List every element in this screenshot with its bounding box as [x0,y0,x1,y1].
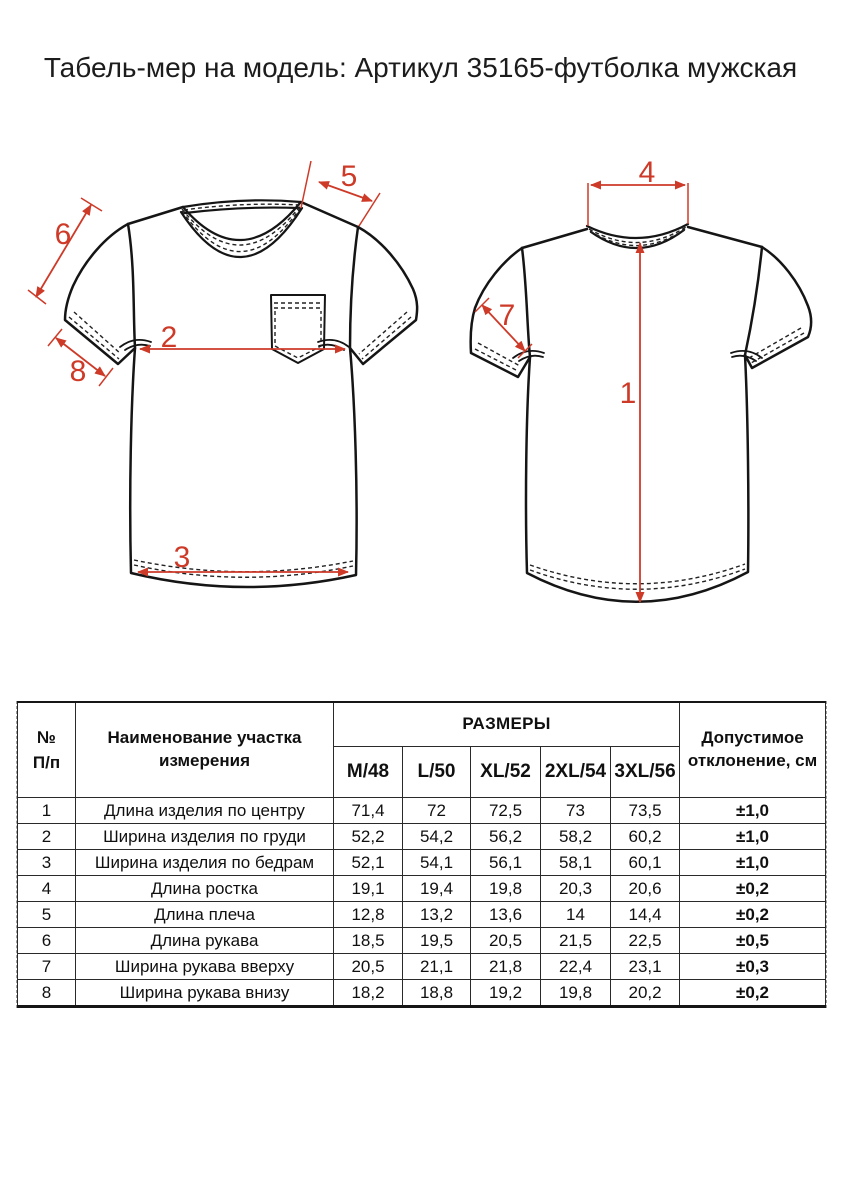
front-stitch-lines [69,204,411,577]
cell-size-value: 72 [403,798,471,824]
page-title: Табель-мер на модель: Артикул 35165-футболка мужская [43,52,798,83]
cell-size-value: 72,5 [471,798,541,824]
header-row-number [18,702,76,798]
dimension-label-2: 2 [160,321,178,354]
cell-size-value: 12,8 [334,902,403,928]
dimension-label-3: 3 [173,541,191,574]
cell-size-value: 54,1 [403,850,471,876]
cell-size-value: 20,5 [334,954,403,980]
cell-size-value: 19,2 [471,980,541,1007]
cell-row-number: 4 [18,876,76,902]
armpit-fold-marks [513,351,762,361]
cell-row-number: 8 [18,980,76,1007]
cell-size-value: 14 [541,902,611,928]
cell-size-value: 19,4 [403,876,471,902]
header-no-sign: № [37,727,56,747]
cell-size-value: 20,6 [611,876,680,902]
header-sizes: РАЗМЕРЫ [334,702,680,747]
tshirt-front-view-drawing [28,152,438,642]
cell-size-value: 22,5 [611,928,680,954]
cell-tolerance: ±0,2 [680,980,826,1007]
cell-size-value: 56,2 [471,824,541,850]
cell-size-value: 22,4 [541,954,611,980]
cell-size-value: 58,1 [541,850,611,876]
cell-size-value: 13,6 [471,902,541,928]
cell-size-value: 14,4 [611,902,680,928]
dimension-label-7: 7 [498,299,516,332]
cell-tolerance: ±0,2 [680,902,826,928]
cell-size-value: 52,1 [334,850,403,876]
cell-size-value: 19,5 [403,928,471,954]
cell-tolerance: ±0,3 [680,954,826,980]
cell-size-value: 56,1 [471,850,541,876]
chest-pocket [271,295,325,363]
cell-measure-name: Длина изделия по центру [76,798,334,824]
size-table-container [16,701,827,1008]
cell-size-value: 60,2 [611,824,680,850]
dimension-label-5: 5 [340,160,358,193]
table-row [18,928,826,954]
table-row [18,798,826,824]
header-tolerance: Допустимое отклонение, см [680,702,826,798]
cell-size-value: 21,1 [403,954,471,980]
cell-measure-name: Длина ростка [76,876,334,902]
cell-size-value: 21,5 [541,928,611,954]
cell-size-value: 20,2 [611,980,680,1007]
dimension-label-6: 6 [54,218,72,251]
front-dimension-labels [55,160,358,574]
table-row [18,954,826,980]
cell-size-value: 23,1 [611,954,680,980]
cell-size-value: 18,2 [334,980,403,1007]
cell-size-value: 18,5 [334,928,403,954]
cell-size-value: 18,8 [403,980,471,1007]
cell-size-value: 13,2 [403,902,471,928]
tshirt-back-view-drawing [455,155,835,635]
header-size-l50: L/50 [403,747,471,798]
front-shirt-outline [65,200,417,587]
cell-measure-name: Ширина изделия по бедрам [76,850,334,876]
header-size-m48: M/48 [334,747,403,798]
cell-row-number: 1 [18,798,76,824]
cell-size-value: 21,8 [471,954,541,980]
header-measure-name: Наименование участка измерения [76,702,334,798]
header-size-3xl56: 3XL/56 [611,747,680,798]
cell-measure-name: Ширина изделия по груди [76,824,334,850]
header-size-2xl54: 2XL/54 [541,747,611,798]
cell-tolerance: ±1,0 [680,850,826,876]
cell-size-value: 58,2 [541,824,611,850]
cell-size-value: 20,3 [541,876,611,902]
cell-size-value: 73,5 [611,798,680,824]
cell-tolerance: ±1,0 [680,798,826,824]
table-row [18,876,826,902]
cell-size-value: 19,8 [541,980,611,1007]
cell-size-value: 73 [541,798,611,824]
cell-size-value: 54,2 [403,824,471,850]
dimension-label-1: 1 [619,377,637,410]
cell-row-number: 2 [18,824,76,850]
cell-size-value: 20,5 [471,928,541,954]
cell-measure-name: Длина плеча [76,902,334,928]
cell-size-value: 60,1 [611,850,680,876]
front-neck-band [181,200,302,257]
size-table [17,701,826,1008]
dimension-label-8: 8 [69,355,87,388]
cell-row-number: 6 [18,928,76,954]
table-row [18,850,826,876]
cell-size-value: 52,2 [334,824,403,850]
table-row [18,824,826,850]
cell-measure-name: Длина рукава [76,928,334,954]
table-row [18,980,826,1007]
dimension-label-4: 4 [638,156,656,189]
table-header-row-1 [18,702,826,747]
header-no-sub: П/п [32,753,61,772]
header-size-xl52: XL/52 [471,747,541,798]
cell-tolerance: ±0,5 [680,928,826,954]
cell-tolerance: ±1,0 [680,824,826,850]
cell-measure-name: Ширина рукава внизу [76,980,334,1007]
cell-size-value: 71,4 [334,798,403,824]
cell-row-number: 3 [18,850,76,876]
cell-tolerance: ±0,2 [680,876,826,902]
cell-size-value: 19,1 [334,876,403,902]
cell-size-value: 19,8 [471,876,541,902]
cell-row-number: 7 [18,954,76,980]
table-row [18,902,826,928]
cell-measure-name: Ширина рукава вверху [76,954,334,980]
cell-row-number: 5 [18,902,76,928]
